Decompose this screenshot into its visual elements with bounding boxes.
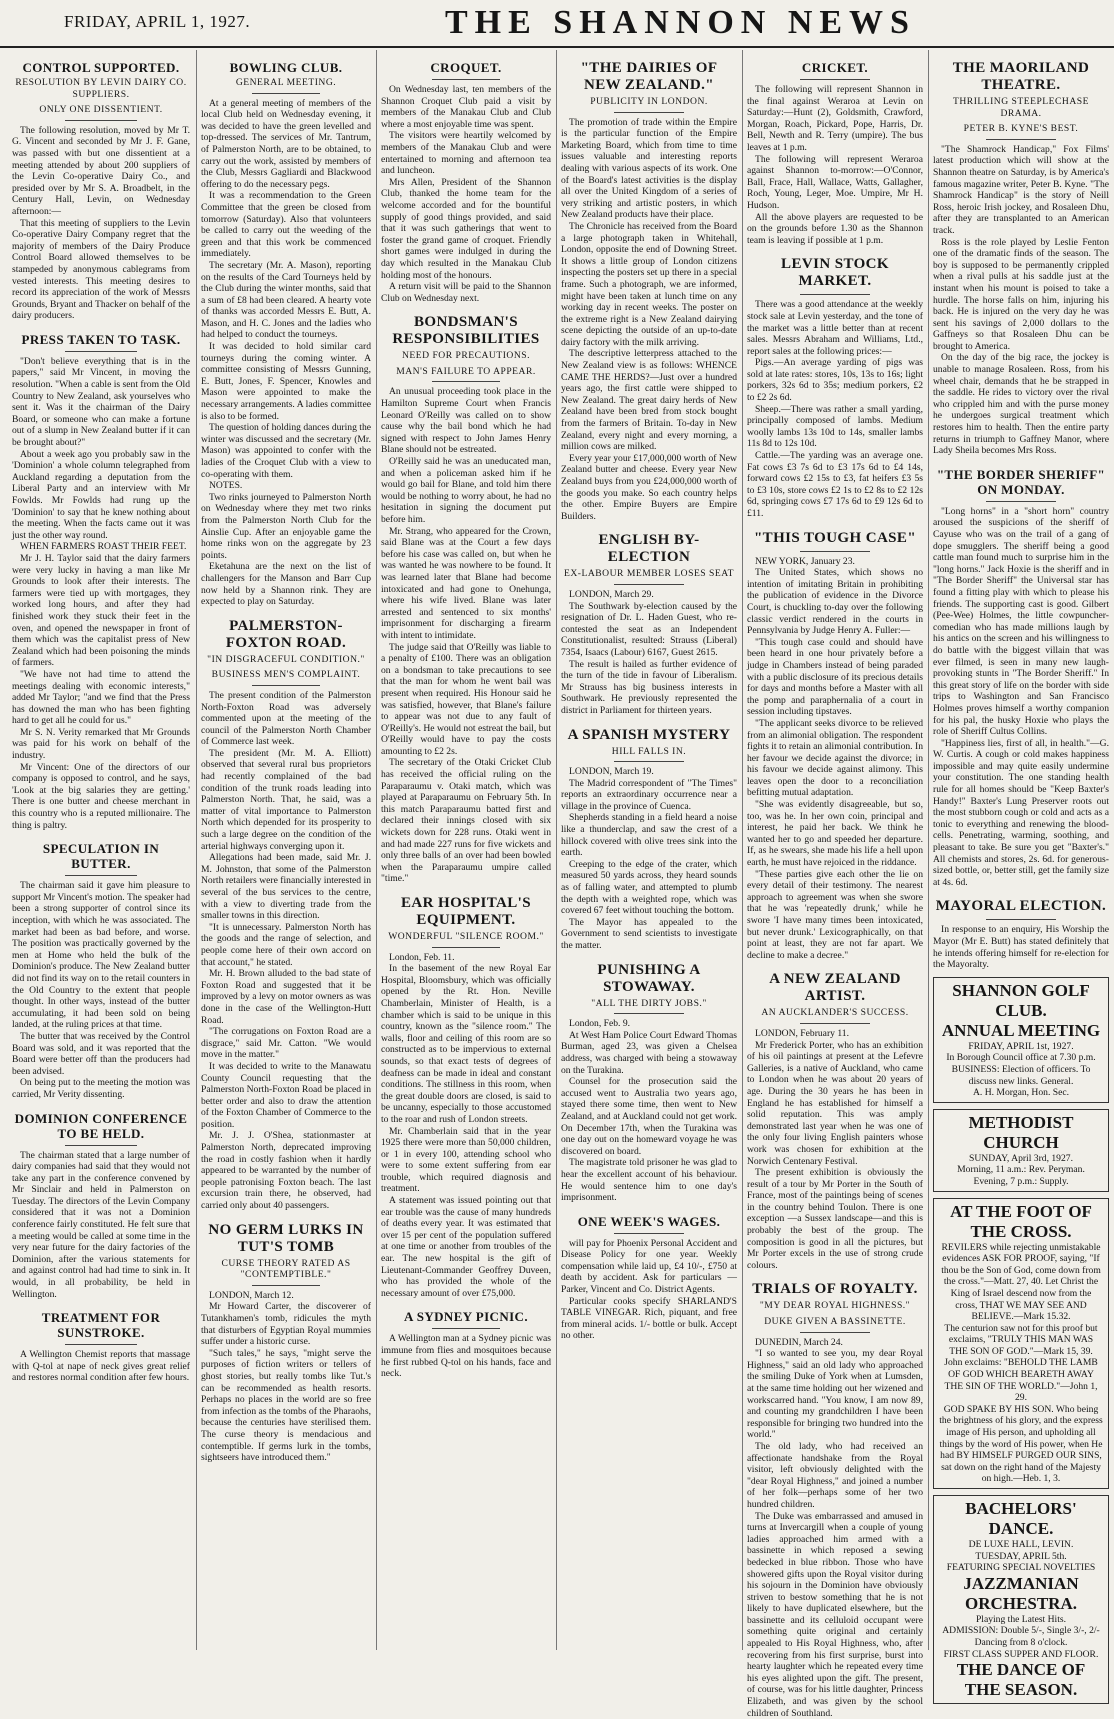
divider	[432, 79, 500, 80]
article-paragraph: Shepherds standing in a field heard a noise like a thunderclap, and saw the crest of a hillock covered with olive trees sink into the earth.	[561, 812, 737, 859]
article-headline: BONDSMAN'S RESPONSIBILITIES	[392, 314, 540, 348]
article-paragraph: "Happiness lies, first of all, in health."—G. W. Curtis. A cough or cold makes happiness impossible and may quite easily undermine your constitution. The one standing health rule for all homes should be "Keep Baxter's Handy!" Baxter's Lung Preserver roots out the most stubborn cough or cold and acts as a tonic to everything and renewing the blood-cells. Penetrating, warming, soothing, and pleasant to take. Be sure you get "Baxter's." All chemists and stores, 2s. 6d. for generous-sized bottle, or, better still, get the family size at 4s. 6d.	[933, 737, 1109, 888]
article-paragraph: Mrs Allen, President of the Shannon Club, thanked the home team for the welcome accorded and for the bountiful supply of good things provided, and said that it was such gatherings that went to foster the grand game of croquet. Friendly short games were indulged in during the day which resulted in the Manakau Club holding most of the honours.	[381, 176, 551, 281]
article-paragraph: The descriptive letterpress attached to the New Zealand view is as follows: WHENCE CAME THE HERDS?—Just over a hundred years ago, the first cattle were shipped to New Zealand. The great dairy herds of New Zealand have been bred from stock bought from the farmers of Britain. To-day in New Zealand, every night and every morning, a million cows are milked.	[561, 348, 737, 453]
article-headline: LEVIN STOCK MARKET.	[781, 256, 889, 290]
article-paragraph: WHEN FARMERS ROAST THEIR FEET.	[20, 541, 187, 553]
article-headline: "THE DAIRIES OF NEW ZEALAND."	[580, 60, 718, 93]
notice-line: A. H. Morgan, Hon. Sec.	[972, 1087, 1070, 1099]
article	[381, 895, 551, 1299]
article-paragraph: O'Reilly said he was an uneducated man, and when a policeman asked him if he would go bail for Blane, and told him there would be nothing to worry about, he had no hesitation in signing the document put before him.	[381, 456, 551, 525]
article-paragraph: NOTES.	[209, 480, 243, 492]
article-paragraph: At West Ham Police Court Edward Thomas Burman, aged 23, was given a Chelsea address, was charged with being a stowaway on the Turakina.	[561, 1029, 737, 1076]
article-paragraph: There was a good attendance at the weekly stock sale at Levin yesterday, and the tone of the market was a little better than at recent sales. Messrs Abraham and Williams, Ltd., report sales at the following prices:—	[747, 299, 923, 357]
article-paragraph: Cattle.—The yarding was an average one. Fat cows £3 7s 6d to £3 17s 6d to £4 14s, forward cows £2 15s to £3, fat heifers £3 5s to £3 10s, store cows £2 1s to £2 8s to £2 12s 6d, springing cows £7 17s 6d to £9 12s 6d to £11.	[747, 450, 923, 519]
article-subheading: PETER B. KYNE'S BEST.	[963, 123, 1079, 135]
article-paragraph: Mr S. N. Verity remarked that Mr Grounds was paid for his work on behalf of the industry.	[12, 726, 190, 762]
article-paragraph: LONDON, February 11.	[755, 1027, 849, 1039]
article-headline: THE MAORILAND THEATRE.	[952, 60, 1090, 93]
article	[12, 841, 190, 1100]
article-subheading: PUBLICITY IN LONDON.	[590, 96, 708, 107]
divider	[614, 584, 684, 585]
article-paragraph: The United States, which shows no intention of imitating Britain in prohibiting the publication of evidence in the Divorce Court, is chuckling to-day over the following classic verdict rendered in the courts in Pennsylvania by Judge Henry A. Fuller:—	[747, 567, 923, 637]
article-paragraph: NEW YORK, January 23.	[755, 555, 855, 567]
article-paragraph: It was decided to write to the Manawatu County Council requesting that the Palmerston North-Foxton Road be placed in better order and also to draw the attention of the Foxton Chamber of Commerce to the position.	[201, 1060, 371, 1130]
divider	[614, 761, 684, 762]
notice-line: METHODIST CHURCH	[968, 1112, 1074, 1152]
article-paragraph: Ross is the role played by Leslie Fenton one of the dramatic finds of the season. The boy is supposed to be permanently crippled when a rival pulls at his saddle just at the instant when his mount is poised to take a hurdle. The horse falls on him, injuring his back. He is injured on the very day he was sent his savings of 2,000 dollars to the Gaffneys so that Rosaleen Dhu can be brought to America.	[933, 236, 1109, 352]
article-paragraph: Counsel for the prosecution said the accused went to Australia two years ago, stayed there some time, then went to New Zealand, and at Auckland could not get work. On December 17th, when the Turakina was one day out on the homeward voyage he was discovered on board.	[561, 1076, 737, 1157]
divider	[800, 551, 870, 552]
notice-line: GOD SPAKE BY HIS SON. Who being the brightness of his glory, and the express image of His person, and upholding all things by the word of His power, when He had BY HIMSELF PURGED OUR SINS, sat down on the right hand of the Majesty on high.—Heb. 1, 3.	[939, 1403, 1103, 1485]
article-paragraph: London, Feb. 9.	[569, 1018, 631, 1030]
article-headline: EAR HOSPITAL'S EQUIPMENT.	[401, 895, 531, 928]
article-paragraph: Mr Frederick Porter, who has an exhibition of his oil paintings at present at the Lefevre Galleries, is a native of Auckland, who came to London when he was about 20 years of age. During the 30 years he has been in England he has established for himself a solid reputation. This was amply demonstrated last year when he was one of the only four living English painters whose work was chosen for exhibition at the Norwich Centenary Festival.	[747, 1039, 923, 1167]
article-headline: CONTROL SUPPORTED.	[22, 60, 180, 75]
article-paragraph: "It is unnecessary. Palmerston North has the goods and the range of selection, and people come here of their own accord on that account," he stated.	[201, 921, 371, 968]
article-paragraph: Mr J. H. Taylor said that the dairy farmers were very lucky in having a man like Mr Grounds to look after their interests. The farmers were tied up with mortgages, they worked long hours, and after they had finished work they stuck their feet in the oven, and opened the newspaper in front of them which was the capitalist press of New Zealand which had been poisoning the minds of farmers.	[12, 552, 190, 669]
article-paragraph: All the above players are requested to be on the grounds before 1.30 as the Shannon team is leaving if possible at 1 p.m.	[747, 211, 923, 246]
article	[933, 467, 1109, 889]
article-paragraph: "The Shamrock Handicap," Fox Films' latest production which will show at the Shannon theatre on Saturday, is by America's famous magazine writer, Peter B. Kyne. "The Shamrock Handicap" is the story of Neill Ross, heroic Irish jockey, and Rosaleen Dhu, after they are transplanted to an American track.	[933, 143, 1109, 236]
article-paragraph: LONDON, March 29.	[569, 588, 654, 600]
article-paragraph: Mr. Strang, who appeared for the Crown, said Blane was at the Court a few days before his case was called on, but when he was wanted he was nowhere to be found. It was learned later that Blane had become intoxicated and had gone to Onehunga, where his wife lived. Blane was later arrested and sentenced to six months' imprisonment for discharging a firearm with intent to intimidate.	[381, 525, 551, 641]
article-paragraph: "Such tales," he says, "might serve the purposes of fiction writers or tellers of ghost stories, but really tombs like Tut.'s can be recommended as health resorts. Perhaps no places in the world are so free from infection as the tombs of the Pharaohs, because the centuries have sterilised them. The curse theory is mendacious and contemptible. If germs lurk in the tombs, sightseers have introduced them."	[201, 1347, 371, 1464]
article-paragraph: The old lady, who had received an affectionate handshake from the Royal visitor, left obviously delighted with the "dear Royal Highness," and joined a number of her folk—perhaps some of her two hundred children.	[747, 1440, 923, 1510]
article-paragraph: "These parties give each other the lie on every detail of their testimony. The nearest approach to agreement was when she swore that he was 'repeatedly drunk,' while he swore 'I have many times been intoxicated, but never drunk.' Lexicographically, on that point at least, they are not far apart. We decline to make a decree."	[747, 868, 923, 961]
notice-cross	[933, 1198, 1109, 1489]
divider	[800, 294, 870, 295]
article-subheading: THRILLING STEEPLECHASE DRAMA.	[953, 96, 1089, 119]
article-paragraph: It was decided to hold similar card tourneys during the coming winter. A committee consisting of Messrs Gunning, E. Butt, Jones, F. Spencer, Knowles and Mason were appointed to make the necessary arrangements. A ladies committee is also to be formed.	[201, 341, 371, 422]
divider	[65, 875, 136, 876]
column-5	[742, 50, 927, 1719]
article-paragraph: Mr Howard Carter, the discoverer of Tutankhamen's tomb, ridicules the myth that disturbers of Egyptian Royal mummies suffer under a historic curse.	[201, 1301, 371, 1348]
article-headline: PALMERSTON-FOXTON ROAD.	[225, 617, 347, 651]
article	[561, 532, 737, 716]
article-paragraph: It was a recommendation to the Green Committee that the green be closed from tomorrow (Saturday). Also that volunteers be called to carry out the weeding of the green and that this work be commenced immediately.	[201, 190, 371, 260]
article-headline: NO GERM LURKS IN TUT'S TOMB	[208, 1221, 364, 1255]
notice-line: BACHELORS' DANCE.	[965, 1499, 1077, 1538]
column-2	[196, 50, 375, 1650]
article-paragraph: The judge said that O'Reilly was liable to a penalty of £100. There was an obligation on a bondsman to take precautions to see that the man for whom he went bail was present when required. His Honour said he was satisfied, however, that Blane's failure to appear was not due to any fault of O'Reilly's. He would not estreat the bail, but O'Reilly would have to pay the costs amounting to £2 2s.	[381, 641, 551, 757]
article-subheading: MAN'S FAILURE TO APPEAR.	[396, 365, 536, 377]
column-3	[376, 50, 555, 1650]
article	[381, 314, 551, 885]
article	[747, 971, 923, 1271]
article-paragraph: The Mayor has appealed to the Government to send scientists to investigate the matter.	[561, 916, 737, 951]
article-paragraph: The following will represent Weraroa against Shannon to-morrow:—O'Connor, Ball, Frace, Hall, Wallace, Watts, Gallagher, Roch, Young, Leger, Moe. Umpire, Mr H. Hudson.	[747, 153, 923, 211]
divider	[65, 1344, 136, 1345]
article-paragraph: On Wednesday last, ten members of the Shannon Croquet Club paid a visit by members of the Manakau Club and Club where a most enjoyable time was spent.	[381, 84, 551, 130]
article-paragraph: Creeping to the edge of the crater, which measured 50 yards across, they heard sounds as of falling water, and attempted to plumb the depth with a weighted rope, which was covered 67 feet without touching the bottom.	[561, 858, 737, 917]
divider	[986, 139, 1056, 140]
divider	[65, 120, 136, 121]
notice-line: The centurion saw not for this proof but exclaims, "TRULY THIS MAN WAS THE SON OF GOD."—Mark 15, 39.	[944, 1322, 1098, 1357]
article-paragraph: On the day of the big race, the jockey is unable to manage Rosaleen. Ross, from his wheel chair, demands that he be strapped in the saddle. He rides to victory over the rival who crippled him and with the purse money he undergoes surgical treatment which restores him to health. Then the entire party returns in triumph to Gaffney Manor, where Lady Sheila becomes Mrs Ross.	[933, 352, 1109, 457]
divider	[432, 947, 500, 948]
article-subheading: DUKE GIVEN A BASSINETTE.	[764, 1316, 906, 1328]
article-paragraph: will pay for Phoenix Personal Accident and Disease Policy for one year. Weekly compensation while laid up, £4 10/-, £750 at death by accident. Ask for particulars — Parker, Vincent and Co. District Agents.	[561, 1237, 737, 1296]
article-subheading: CURSE THEORY RATED AS "CONTEMPTIBLE."	[221, 1257, 351, 1281]
notice-line: FRIDAY, APRIL 1st, 1927.	[968, 1040, 1074, 1052]
newspaper-title: THE SHANNON NEWS	[445, 4, 916, 41]
article-paragraph: A Wellington man at a Sydney picnic was immune from flies and mosquitoes because he first rubbed Q-tol on his hands, face and neck.	[381, 1333, 551, 1380]
article-headline: BOWLING CLUB.	[229, 60, 343, 75]
article	[561, 962, 737, 1204]
article-paragraph: The magistrate told prisoner he was glad to hear the excellent account of his behaviour. He would sentence him to one day's imprisonment.	[561, 1157, 737, 1204]
article-paragraph: The chairman stated that a large number of dairy companies had said that they would not take any part in the conference convened by Mr Sinclair and held in Palmerston on Tuesday. The directors of the Levin Company considered that it was not a Dominion conference fairly constituted. He felt sure that a meeting would be called at some time in the very near future for the dairy factories of the Dominion, after the various statements for and against control had had time to sink in. It would, in all probability, be held in Wellington.	[12, 1149, 190, 1300]
article-paragraph: Two rinks journeyed to Palmerston North on Wednesday where they met two rinks from the Palmerston North Club for the Ainslie Cup. After an enjoyable game the home rinks won on the aggregate by 23 points.	[201, 491, 371, 561]
article-headline: ONE WEEK'S WAGES.	[577, 1213, 721, 1229]
article-headline: MAYORAL ELECTION.	[935, 898, 1107, 915]
article-paragraph: The Madrid correspondent of "The Times" reports an extraordinary occurrence near a village in the province of Cuenca.	[561, 777, 737, 812]
column-1	[8, 50, 194, 1650]
article	[12, 1310, 190, 1384]
article-paragraph: "I so wanted to see you, my dear Royal Highness," said an old lady who approached the smiling Duke of York when at Lumsden, at the same time holding out her wizened and workscarred hand. "You know, I am now 89, and counting my grandchildren I have been responsible for bringing two hundred into the world."	[747, 1348, 923, 1441]
notice-line: Morning, 11 a.m.: Rev. Peryman.	[957, 1164, 1085, 1176]
article-paragraph: In response to an enquiry, His Worship the Mayor (Mr E. Butt) has stated definitely that he intends offering himself for re-election for the Mayoralty.	[933, 924, 1109, 971]
article-paragraph: The Duke was embarrassed and amused in turns at Invercargill when a couple of young ladies approached him armed with a bassinette in which reposed a sewing bedecked in blue ribbon. Those who have showered gifts upon the Royal visitor during his sojourn in the Dominion have obviously striven to bestow something that he is not likely to have duplicated elsewhere, but the bassinette and its celluloid occupant were something quite original and certainly appealed to His Royal Highness, who, after recovering from his first surprise, burst into hearty laughter which he repeated every time his eyes alighted upon the gift. The present, of course, was for his little daughter, Princess Elizabeth, and was given by the school children of Southland.	[747, 1510, 923, 1719]
article-headline: SPECULATION IN BUTTER.	[42, 841, 160, 872]
notice-line: Evening, 7 p.m.: Supply.	[973, 1175, 1069, 1187]
article-headline: PUNISHING A STOWAWAY.	[597, 961, 701, 995]
article-paragraph: The present exhibition is obviously the result of a tour by Mr Porter in the South of France, most of the paintings being of scenes in the country behind Toulon. There is one exception —a Sussex landscape—and this is probably the best of the group. The composition is good in all the pictures, but Mr Porter excels in the use of strong crude colours.	[747, 1167, 923, 1271]
article-paragraph: "The applicant seeks divorce to be relieved from an alimonial obligation. The respondent fights it to retain an alimonial contribution. In her favour we decide against the divorce; in his favour we decide against alimony. This leaves open the door to a reconciliation befitting mutual adaptation.	[747, 717, 923, 799]
article-paragraph: DUNEDIN, March 24.	[755, 1336, 843, 1348]
masthead	[0, 0, 1114, 48]
article-paragraph: Mr. Chamberlain said that in the year 1925 there were more than 50,000 children, or 1 in every 100, attending school who were to some extent suffering from ear trouble, which required diagnosis and treatment.	[381, 1125, 551, 1195]
article-paragraph: London, Feb. 11.	[389, 951, 455, 963]
article-paragraph: Pigs.—An average yarding of pigs was sold at late rates: stores, 10s, 13s to 16s; light porkers, 32s 6d to 35s; medium porkers, £2 to £2 2s 6d.	[747, 357, 923, 404]
article-headline: A SYDNEY PICNIC.	[403, 1309, 528, 1325]
article-subheading: EX-LABOUR MEMBER LOSES SEAT	[564, 568, 734, 580]
article-subheading: NEED FOR PRECAUTIONS.	[401, 350, 531, 362]
divider	[432, 1328, 500, 1329]
article	[561, 1214, 737, 1342]
notice-line: ADMISSION: Double 5/-, Single 3/-, 2/- Dancing from 8 o'clock.	[942, 1625, 1100, 1648]
divider	[65, 351, 136, 352]
article-headline: CROQUET.	[430, 60, 502, 75]
article-paragraph: The secretary (Mr. A. Mason), reporting on the results of the Card Tourneys held by the Club during the winter months, said that a sum of £8 had been cleared. A hearty vote of thanks was accorded Messrs E. Butt, A. Mason, and H. C. Jones and the ladies who had helped to conduct the tourneys.	[201, 259, 371, 341]
notice-line: BUSINESS: Election of officers. To discuss new links. General.	[951, 1063, 1091, 1087]
article-paragraph: That this meeting of suppliers to the Levin Co-operative Dairy Company regret that the majority of members of the Dairy Produce Control Board allowed themselves to be stampeded by anonymous cablegrams from vested interests. This meeting desires to record its appreciation of the work of Messrs Grounds, Bryant and Thacker on behalf of the dairy producers.	[12, 217, 190, 322]
divider	[614, 112, 684, 113]
article-paragraph: A Wellington Chemist reports that massage with Q-tol at nape of neck gives great relief and restores normal condition after few hours.	[12, 1349, 190, 1384]
article-paragraph: An unusual proceeding took place in the Hamilton Supreme Court when Francis Leonard O'Reilly was called on to show cause why the bail bond which he had signed with respect to John James Henry Blane should not be estreated.	[381, 386, 551, 456]
notice-line: TUESDAY, APRIL 5th.	[975, 1550, 1067, 1562]
article-headline: ENGLISH BY-ELECTION	[598, 532, 700, 566]
article-paragraph: On being put to the meeting the motion was carried, Mr Verity dissenting.	[12, 1077, 190, 1100]
article-paragraph: The question of holding dances during the winter was discussed and the secretary (Mr. Mason) was appointed to confer with the ladies of the Croquet Club with a view to co-operating with them.	[201, 422, 371, 480]
article-paragraph: LONDON, March 12.	[209, 1289, 294, 1301]
article-paragraph: The present condition of the Palmerston North-Foxton Road was adversely commented upon at the meeting of the council of the Palmerston North Chamber of Commerce last week.	[201, 689, 371, 748]
article	[561, 60, 737, 522]
article	[201, 1222, 371, 1464]
notice-line: DE LUXE HALL, LEVIN.	[968, 1539, 1074, 1550]
article-subheading: ONLY ONE DISSENTIENT.	[39, 104, 163, 116]
article-subheading: GENERAL MEETING.	[235, 77, 337, 88]
article-headline: A NEW ZEALAND ARTIST.	[769, 971, 901, 1005]
notice-line: In Borough Council office at 7.30 p.m.	[946, 1052, 1096, 1064]
article	[933, 60, 1109, 457]
divider	[252, 1285, 320, 1286]
article-headline: DOMINION CONFERENCE TO BE HELD.	[14, 1110, 188, 1141]
article-paragraph: Every year your £17,000,000 worth of New Zealand butter and cheese. Every year New Zealand buys from you £24,000,000 worth of the goods you make. So each country helps the other. Empire Buyers are Empire Builders.	[561, 452, 737, 522]
article-paragraph: "She was evidently disagreeable, but so, too, was he. In her own coin, principal and interest, he paid her back. We think he wanted her to go and speeded her departure. If, as he swears, she made his life a hell upon earth, he must have rejoiced in the riddance.	[747, 799, 923, 869]
article-headline: PRESS TAKEN TO TASK.	[21, 331, 181, 347]
article-paragraph: The Southwark by-election caused by the resignation of Dr. L. Haden Guest, who re-contested the seat as an Independent Constitutionalist, resulted: Strauss (Liberal) 7354, Isaacs (Labour) 6167, Guest 2615.	[561, 600, 737, 658]
notice-line: AT THE FOOT OF THE CROSS.	[950, 1201, 1092, 1241]
article-paragraph: The visitors were heartily welcomed by members of the Manakau Club and were entertained to morning and afternoon tea and luncheon.	[381, 130, 551, 177]
notice-dance	[933, 1495, 1109, 1704]
article	[747, 256, 923, 519]
article-subheading: HILL FALLS IN.	[611, 745, 687, 757]
article-subheading: AN AUCKLANDER'S SUCCESS.	[761, 1007, 909, 1019]
notice-line: JAZZMANIAN ORCHESTRA.	[963, 1573, 1079, 1613]
divider	[800, 1023, 870, 1024]
article-paragraph: "This tough case could and should have been heard in one hour privately before a judge in Chambers instead of being paraded with a public disclosure of its precious details for days and months before a Master with all the pomp and paraphernalia of a court in session including tipstaves.	[747, 636, 923, 718]
article-subheading: "IN DISGRACEFUL CONDITION."	[207, 653, 365, 665]
notice-line: SUNDAY, April 3rd, 1927.	[969, 1152, 1073, 1164]
article-paragraph: The result is hailed as further evidence of the turn of the tide in favour of Liberalism. Mr Strauss has big business interests in Southwark. He previously represented the district in Parliament for thirteen years.	[561, 658, 737, 716]
divider	[986, 919, 1056, 920]
divider	[614, 1013, 684, 1014]
article	[12, 60, 190, 322]
article-subheading: "MY DEAR ROYAL HIGHNESS."	[759, 1300, 911, 1312]
column-6	[928, 50, 1113, 1700]
article-paragraph: A statement was issued pointing out that ear trouble was the cause of many hundreds of deaths every year. It was estimated that over 15 per cent of the population suffered at one time or another from troubles of the ear. The new hospital is the gift of Lieutenant-Commander Geoffrey Duveen, who has provided the whole of the necessary amount of over £75,000.	[381, 1195, 551, 1299]
article-headline: "THIS TOUGH CASE"	[753, 529, 917, 546]
article-paragraph: Particular cooks specify SHARLAND'S TABLE VINEGAR. Rich, piquant, and free from mineral acids. 1/- bottle or bulk. Accept no other.	[561, 1295, 737, 1342]
notice-golf	[933, 977, 1109, 1103]
article-paragraph: In the basement of the new Royal Ear Hospital, Bloomsbury, which was officially opened by the Rt. Hon. Neville Chamberlain, Minister of Health, is a chamber which is said to be unique in this country, known as the "silence room." The walls, floor and ceiling of this room are so constructed as to be impervious to external sounds, so that exact tests of degrees of deafness can be made in ideal and constant conditions. The stillness in this room, when the great double doors are closed, is said to be uncanny, especially to those accustomed to the roar and rush of London streets.	[381, 963, 551, 1125]
article-paragraph: The Chronicle has received from the Board a large photograph taken in Whitehall, London, opposite the end of Downing Street. It shows a little group of London citizens inspecting the posters set up there in a special frame. Such a photograph, we are informed, might have been taken at lunch time on any working day in recent weeks. The poster on the extreme right is a New Zealand dairying scene depicting the outside of an up-to-date dairy factory with the milk arriving.	[561, 220, 737, 348]
divider	[614, 1233, 684, 1234]
notice-line: FIRST CLASS SUPPER AND FLOOR.	[943, 1648, 1099, 1660]
article-paragraph: "We have not had time to attend the meetings dealing with economic interests," added Mr Taylor; "and we find that the Press has downed the man who has been fighting hard to get all he could for us."	[12, 668, 190, 727]
article	[12, 1111, 190, 1301]
article-paragraph: Sheep.—There was rather a small yarding, principally composed of lambs. Medium woolly lambs 13s 10d to 14s, smaller lambs 11s 8d to 12s 10d.	[747, 403, 923, 450]
notice-line: THE DANCE OF THE SEASON.	[956, 1660, 1086, 1700]
article	[381, 60, 551, 304]
article-paragraph: Allegations had been made, said Mr. J. M. Johnston, that some of the Palmerston North retailers were financially interested in several of the bus services to the centre, with a view to diverting trade from the smaller towns in this direction.	[201, 852, 371, 922]
article-paragraph: A return visit will be paid to the Shannon Club on Wednesday next.	[381, 281, 551, 304]
divider	[65, 1145, 136, 1146]
article	[12, 332, 190, 831]
article-headline: TRIALS OF ROYALTY.	[752, 1281, 918, 1298]
article-paragraph: LONDON, March 19.	[569, 766, 654, 778]
article-headline: "THE BORDER SHERIFF" ON MONDAY.	[936, 466, 1106, 497]
divider	[252, 93, 320, 94]
divider	[800, 79, 870, 80]
article-paragraph: The following will represent Shannon in the final against Weraroa at Levin on Saturday:—Hunt (2), Goldsmith, Crawford, Morgan, Roach, Pickard, Pope, Harris, Dr. Bell, Newth and R. Terry (umpire). The bus leaves at 1 p.m.	[747, 84, 923, 153]
article-paragraph: The promotion of trade within the Empire is the particular function of the Empire Marketing Board, which from time to time issues valuable and interesting reports dealing with various aspects of its work. One of the Board's latest activities is the display all over the United Kingdom of a series of very striking and artistic posters, in which New Zealand products have their place.	[561, 116, 737, 221]
article	[381, 1309, 551, 1379]
notice-line: ANNUAL MEETING	[941, 1020, 1101, 1040]
article-paragraph: Mr. H. Brown alluded to the bad state of Foxton Road and suggested that it be improved by a levy on motor owners as was done in the case of the Wellington-Hutt Road.	[201, 968, 371, 1026]
article-paragraph: Mr. J. J. O'Shea, stationmaster at Palmerston North, deprecated improving the road in costly fashion when it hardly appeared to be warranted by the number of people patronising Foxton beach. The last excursion train there, he observed, had carried only about 40 passengers.	[201, 1130, 371, 1212]
article-paragraph: The chairman said it gave him pleasure to support Mr Vincent's motion. The speaker had been a strong supporter of control since its inception, with which he was associated. The market had been as bad before, and worse. The position was practically governed by the men at Home who held the bulk of the Dominion's produce. The New Zealand butter did not find its way on to the retail counters in the Old Country to the extent that people thought. In other ways, instead of the butter accumulating, it had been sold on being landed, at the ruling prices at that time.	[12, 880, 190, 1031]
divider	[800, 1332, 870, 1333]
article-subheading: RESOLUTION BY LEVIN DAIRY CO. SUPPLIERS.	[15, 77, 187, 100]
article-paragraph: The butter that was received by the Control Board was sold, and it was reported that the Board were better off than the producers had been advised.	[12, 1030, 190, 1077]
article-subheading: BUSINESS MEN'S COMPLAINT.	[211, 669, 361, 681]
notice-line: Playing the Latest Hits.	[975, 1613, 1067, 1625]
article-paragraph: "Long horns" in a "short horn" country aroused the suspicions of the sheriff of Cayuse who was on the trail of a gang of dope smugglers. The sheriff being a good cattle man found much to surprise him in the "long horns." Jack Hoxie is the sheriff and in "The Border Sheriff" the Universal star has found a fitting play with which to please his friends. The supporting cast is good. Gilbert (Pee-Wee) Holmes, the little cowpuncher-comedian who has made millions laugh by his antics on the screen and his willingness to do battle with the biggest villain that was ever filmed, is seen in many new laugh-provoking stunts in "The Border Sheriff." In this great story of life on the border with side trips to Washington and San Francisco Holmes proves himself a worthy companion for his pal, the husky Hoxie who plays the role of Sheriff Cultus Collins.	[933, 505, 1109, 738]
notice-methodist	[933, 1109, 1109, 1192]
divider	[252, 685, 320, 686]
article-paragraph: At a general meeting of members of the local Club held on Wednesday evening, it was decided to have the green levelled and top-dressed. The services of Mr. Tantrum, of Palmerston North, are to be obtained, to carry out the work, assisted by members of the Club, Messrs Gagliardi and Blackwood offering to do the necessary pegs.	[201, 97, 371, 190]
divider	[986, 501, 1056, 502]
issue-date: FRIDAY, APRIL 1, 1927.	[64, 12, 251, 31]
article-subheading: "ALL THE DIRTY JOBS."	[591, 997, 707, 1009]
article	[561, 727, 737, 952]
article-subheading: WONDERFUL "SILENCE ROOM."	[388, 931, 544, 942]
article	[747, 60, 923, 246]
article-headline: A SPANISH MYSTERY	[567, 726, 731, 743]
notice-line: John exclaims: "BEHOLD THE LAMB OF GOD WHICH BEARETH AWAY THE SIN OF THE WORLD."—John 1, 29.	[944, 1357, 1098, 1404]
article-paragraph: The secretary of the Otaki Cricket Club has received the official ruling on the Paraparaumu v. Otaki match, which was played at Paraparaumu on February 5th. In this match Paraparaumu batted first and declared their innings closed with six wickets down for 228 runs. Otaki went in and had made 227 runs for five wickets and only three balls of an over had been bowled when the Paraparaumu umpire called "time."	[381, 757, 551, 885]
article-headline: TREATMENT FOR SUNSTROKE.	[41, 1310, 161, 1341]
divider	[432, 381, 500, 382]
article	[747, 1281, 923, 1719]
article	[933, 898, 1109, 970]
article-paragraph: The following resolution, moved by Mr T. G. Vincent and seconded by Mr J. F. Gane, was passed with but one dissentient at a meeting attended by about 200 suppliers of the Levin Co-operative Dairy Co., and presided over by Mr S. A. Broadbelt, in the Century Hall, Levin, on Wednesday afternoon:—	[12, 124, 190, 217]
article-paragraph: The president (Mr. M. A. Elliott) observed that several rural bus proprietors had recently complained of the bad condition of the trunk roads leading into Palmerston North. That, he said, was a matter of vital importance to Palmerston North which depended for its prosperity to such a large degree on the condition of the arterial highways converging upon it.	[201, 747, 371, 852]
notice-line: SHANNON GOLF CLUB.	[952, 980, 1090, 1020]
article-paragraph: About a week ago you probably saw in the 'Dominion' a whole column telegraphed from Auckland regarding a deputation from the Liberal Party and an interview with Mr Fowlds. Mr Fowlds had rung up the 'Dominion' to say that he knew nothing about the meeting. When the facts came out it was just the other way round.	[12, 448, 190, 541]
article-paragraph: "The corrugations on Foxton Road are a disgrace," said Mr. Catton. "We would move in the matter."	[201, 1026, 371, 1061]
column-4	[556, 50, 741, 1650]
article-paragraph: Mr Vincent: One of the directors of our company is opposed to control, and he says, 'Look at the big salaries they are getting.' There is one butter and cheese merchant in this country who is a reputed millionaire. The thing is paltry.	[12, 761, 190, 831]
notice-line: FEATURING SPECIAL NOVELTIES	[946, 1562, 1096, 1574]
article	[747, 530, 923, 962]
notice-line: REVILERS while rejecting unmistakable evidences ASK FOR PROOF, saying, "If thou be the Son of God, come down from the cross."—Matt. 27, 40. Let Christ the King of Israel descend now from the cross, THAT WE MAY SEE AND BELIEVE.—Mark 15.32.	[941, 1241, 1101, 1323]
article-headline: CRICKET.	[801, 60, 869, 75]
article-paragraph: "Don't believe everything that is in the papers," said Mr Vincent, in moving the resolution. "When a cable is sent from the Old Country to New Zealand, ask yourselves who sent it. Was it the chairman of the Dairy Board, or someone who can make a fortune out of a slump in New Zealand butter if it can be brought about?"	[12, 355, 190, 449]
article	[201, 618, 371, 1212]
article-paragraph: Eketahuna are the next on the list of challengers for the Manson and Barr Cup now held by a Shannon rink. They are expected to play on Saturday.	[201, 561, 371, 608]
article	[201, 60, 371, 608]
